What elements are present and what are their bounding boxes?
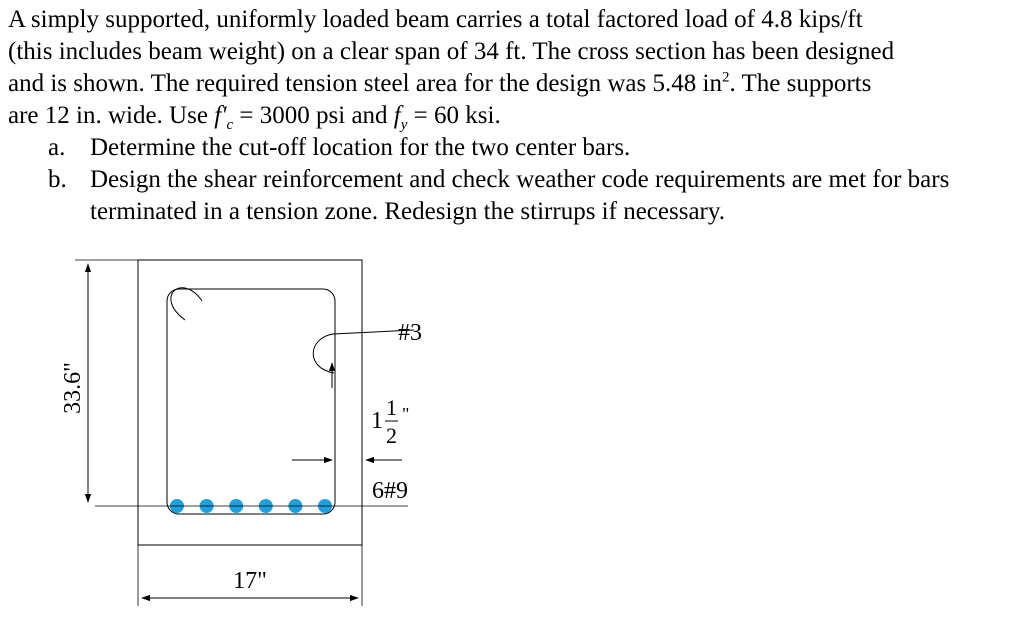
height-label: 33.6": [60, 362, 86, 414]
fc-symbol: f': [214, 102, 227, 129]
fy-symbol: f: [393, 102, 401, 129]
stirrup: [167, 289, 335, 514]
stirrup-hook: [171, 288, 202, 320]
cover-fraction-numerator: 1: [386, 395, 397, 420]
intro-line-4: are 12 in. wide. Use: [8, 102, 215, 129]
stirrup-label: #3: [398, 320, 422, 346]
intro-line-1: A simply supported, uniformly loaded beam carries a total factored load of 4.8 kips/ft: [8, 6, 863, 33]
task-marker-b: b.: [48, 166, 67, 193]
intro-line-3: and is shown. The required tension steel area for the design was 5.48 in: [8, 70, 722, 97]
fy-value: = 60 ksi.: [407, 102, 501, 129]
fy-subscript: y: [400, 117, 408, 133]
task-marker-a: a.: [48, 134, 66, 161]
task-text-b: Design the shear reinforcement and check weather code requirements are met for bars terminated in a tension zone. Redesign the stirrups if necessary.: [90, 166, 950, 225]
intro-line-3-end: . The supports: [729, 70, 872, 97]
cover-inch-mark: ": [402, 404, 410, 424]
intro-line-2: (this includes beam weight) on a clear span of 34 ft. The cross section has been designed: [8, 38, 895, 65]
cover-fraction-denominator: 2: [386, 423, 397, 448]
cover-whole-number: 1: [371, 408, 383, 434]
task-text-a: Determine the cut-off location for the two center bars.: [90, 134, 631, 161]
bottom-bars-label: 6#9: [372, 478, 408, 504]
area-exponent: 2: [721, 69, 730, 86]
fc-value: = 3000 psi and: [233, 102, 394, 129]
fc-subscript: c: [226, 117, 234, 133]
width-label: 17": [233, 568, 267, 594]
